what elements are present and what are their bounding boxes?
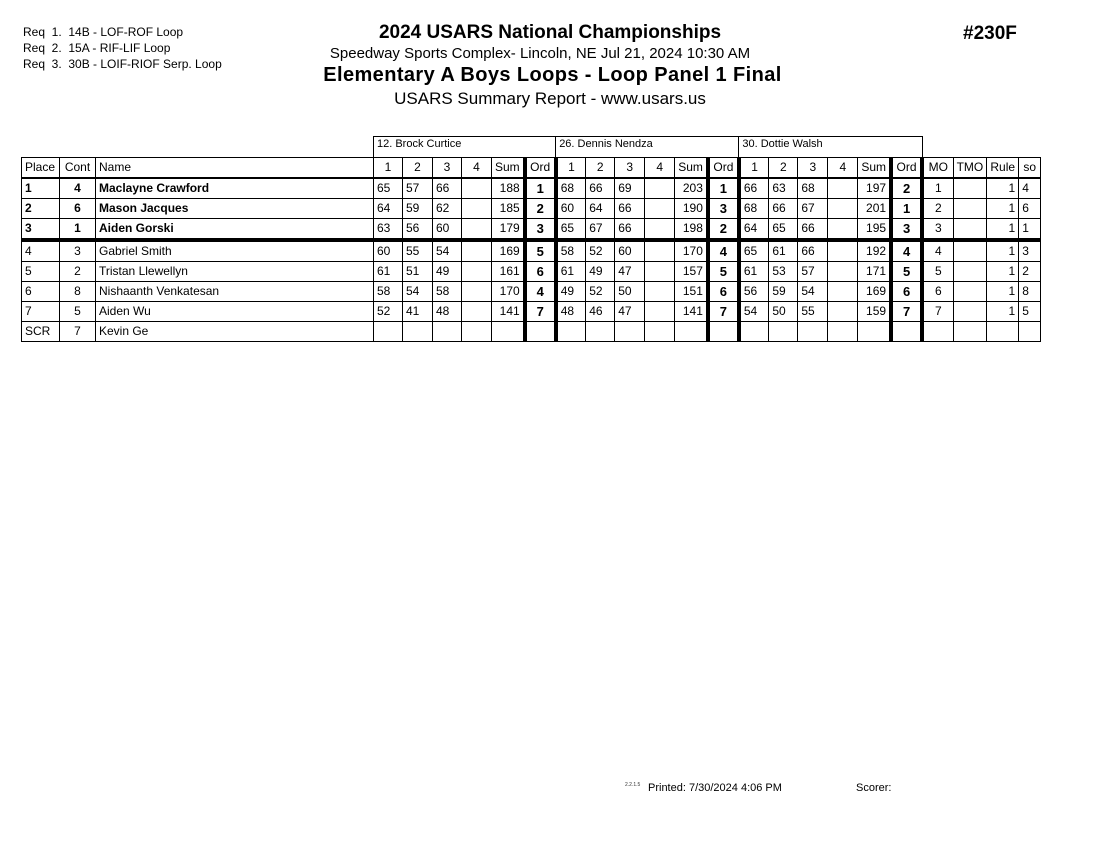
judge-1-score-1: 65: [374, 178, 403, 199]
col-name: Name: [96, 158, 374, 179]
judge-3-score-3: 67: [798, 199, 828, 219]
place-cell: 5: [22, 262, 60, 282]
judge-1-score-4: [462, 240, 492, 262]
table-row: [22, 240, 1041, 262]
judge-2-score-1: 68: [556, 178, 586, 199]
judge-1-ordinal: [525, 322, 556, 342]
col-j2-sum: Sum: [675, 158, 708, 179]
judge-2-ordinal: 3: [708, 199, 739, 219]
rule-cell: 1: [987, 240, 1019, 262]
judge-3-score-1: 66: [739, 178, 769, 199]
judge-1-score-2: 41: [403, 302, 433, 322]
col-j1-sum: Sum: [492, 158, 525, 179]
judge-1-score-2: 54: [403, 282, 433, 302]
judge-2-score-1: 58: [556, 240, 586, 262]
judge-3-score-1: 68: [739, 199, 769, 219]
rule-cell: 1: [987, 282, 1019, 302]
judge-2-score-4: [645, 262, 675, 282]
so-cell: 2: [1019, 262, 1041, 282]
judge-2-sum: 170: [675, 240, 708, 262]
judge-3-score-2: 59: [769, 282, 798, 302]
rule-cell: [987, 322, 1019, 342]
judge-1-ordinal: 7: [525, 302, 556, 322]
judge-1-score-2: 56: [403, 219, 433, 241]
judge-2-score-2: 49: [586, 262, 615, 282]
judge-2-score-4: [645, 302, 675, 322]
judge-1-score-3: 54: [433, 240, 462, 262]
judge-2-score-1: 49: [556, 282, 586, 302]
table-row: [22, 282, 1041, 302]
judge-3-score-2: 63: [769, 178, 798, 199]
judge-3-score-1: [739, 322, 769, 342]
col-j3-score3: 3: [798, 158, 828, 179]
judge-1-ordinal: 1: [525, 178, 556, 199]
judge-2-score-2: 67: [586, 219, 615, 241]
judge-2-sum: [675, 322, 708, 342]
judge-3-ordinal: 3: [891, 219, 922, 241]
judge-3-sum: 171: [858, 262, 891, 282]
judge-1-score-3: [433, 322, 462, 342]
col-place: Place: [22, 158, 60, 179]
mo-cell: 5: [922, 262, 953, 282]
judge-1-ordinal: 5: [525, 240, 556, 262]
judge-1-score-4: [462, 302, 492, 322]
judge-3-score-4: [828, 322, 858, 342]
judge-2-score-2: 46: [586, 302, 615, 322]
judge-1-score-4: [462, 262, 492, 282]
col-j2-score2: 2: [586, 158, 615, 179]
judge-2-score-3: 47: [615, 262, 645, 282]
judge-1-score-3: 58: [433, 282, 462, 302]
judge-3-ordinal: 5: [891, 262, 922, 282]
col-j3-score2: 2: [769, 158, 798, 179]
judge-header-row: [22, 137, 1041, 158]
col-so: so: [1019, 158, 1041, 179]
table-row: [22, 219, 1041, 241]
judge-3-name: 30. Dottie Walsh: [739, 137, 922, 158]
event-name: Elementary A Boys Loops - Loop Panel 1 Final: [323, 64, 782, 86]
so-cell: 3: [1019, 240, 1041, 262]
event-number: #230F: [963, 23, 1017, 44]
judge-3-score-1: 64: [739, 219, 769, 241]
col-j1-score1: 1: [374, 158, 403, 179]
judge-1-score-1: 63: [374, 219, 403, 241]
judge-2-score-1: 65: [556, 219, 586, 241]
judge-1-sum: 141: [492, 302, 525, 322]
cont-cell: 1: [60, 219, 96, 241]
judge-1-score-1: 64: [374, 199, 403, 219]
judge-3-score-2: 61: [769, 240, 798, 262]
judge-2-score-3: 47: [615, 302, 645, 322]
place-cell: SCR: [22, 322, 60, 342]
tmo-cell: [953, 322, 987, 342]
judge-2-score-4: [645, 240, 675, 262]
judge-1-ordinal: 3: [525, 219, 556, 241]
so-cell: 6: [1019, 199, 1041, 219]
results-table: [21, 136, 1041, 342]
judge-1-name: 12. Brock Curtice: [374, 137, 556, 158]
col-rule: Rule: [987, 158, 1019, 179]
col-cont: Cont: [60, 158, 96, 179]
judge-3-sum: [858, 322, 891, 342]
judge-3-sum: 192: [858, 240, 891, 262]
judge-1-score-2: 59: [403, 199, 433, 219]
judge-2-ordinal: 1: [708, 178, 739, 199]
judge-3-score-2: 53: [769, 262, 798, 282]
skater-name: Tristan Llewellyn: [96, 262, 374, 282]
judge-2-score-3: 69: [615, 178, 645, 199]
judge-3-score-4: [828, 240, 858, 262]
mo-cell: 7: [922, 302, 953, 322]
place-cell: 7: [22, 302, 60, 322]
judge-1-sum: 179: [492, 219, 525, 241]
judge-3-score-3: 68: [798, 178, 828, 199]
judge-3-score-4: [828, 219, 858, 241]
judge-2-score-3: 50: [615, 282, 645, 302]
so-cell: [1019, 322, 1041, 342]
judge-1-sum: 169: [492, 240, 525, 262]
judge-2-score-2: 52: [586, 282, 615, 302]
judge-1-ordinal: 2: [525, 199, 556, 219]
judge-1-score-1: 58: [374, 282, 403, 302]
column-header-row: [22, 158, 1041, 179]
col-tmo: TMO: [953, 158, 987, 179]
judge-2-ordinal: 2: [708, 219, 739, 241]
judge-2-ordinal: 6: [708, 282, 739, 302]
judge-2-ordinal: 4: [708, 240, 739, 262]
judge-1-ordinal: 4: [525, 282, 556, 302]
judge-2-score-4: [645, 322, 675, 342]
rule-cell: 1: [987, 302, 1019, 322]
judge-3-score-4: [828, 262, 858, 282]
place-cell: 2: [22, 199, 60, 219]
place-cell: 1: [22, 178, 60, 199]
cont-cell: 3: [60, 240, 96, 262]
skater-name: Aiden Gorski: [96, 219, 374, 241]
judge-1-score-4: [462, 219, 492, 241]
mo-cell: 4: [922, 240, 953, 262]
judge-3-score-2: 66: [769, 199, 798, 219]
rule-cell: 1: [987, 219, 1019, 241]
judge-2-score-2: [586, 322, 615, 342]
judge-2-sum: 157: [675, 262, 708, 282]
judge-1-score-2: [403, 322, 433, 342]
table-row: [22, 178, 1041, 199]
scorer-label: Scorer:: [856, 782, 892, 794]
judge-1-score-4: [462, 178, 492, 199]
judge-1-score-2: 51: [403, 262, 433, 282]
judge-3-score-4: [828, 178, 858, 199]
mo-cell: 6: [922, 282, 953, 302]
judge-1-sum: 161: [492, 262, 525, 282]
col-mo: MO: [922, 158, 953, 179]
judge-2-name: 26. Dennis Nendza: [556, 137, 739, 158]
judge-2-sum: 198: [675, 219, 708, 241]
judge-2-score-3: 66: [615, 199, 645, 219]
judge-1-score-3: 48: [433, 302, 462, 322]
judge-1-score-2: 55: [403, 240, 433, 262]
judge-2-score-3: 60: [615, 240, 645, 262]
judge-1-score-1: 60: [374, 240, 403, 262]
rule-cell: 1: [987, 178, 1019, 199]
judge-3-score-3: 66: [798, 219, 828, 241]
judge-2-sum: 190: [675, 199, 708, 219]
judge-1-score-2: 57: [403, 178, 433, 199]
tmo-cell: [953, 219, 987, 241]
judge-3-sum: 159: [858, 302, 891, 322]
judge-2-score-4: [645, 219, 675, 241]
mo-cell: [922, 322, 953, 342]
judge-2-score-1: [556, 322, 586, 342]
requirement-1: Req 1. 14B - LOF-ROF Loop: [23, 25, 184, 39]
table-row: [22, 199, 1041, 219]
col-j3-score1: 1: [739, 158, 769, 179]
judge-1-score-4: [462, 282, 492, 302]
judge-1-score-4: [462, 199, 492, 219]
skater-name: Gabriel Smith: [96, 240, 374, 262]
judge-3-ordinal: 4: [891, 240, 922, 262]
judge-2-score-2: 64: [586, 199, 615, 219]
judge-2-score-1: 48: [556, 302, 586, 322]
skater-name: Nishaanth Venkatesan: [96, 282, 374, 302]
version-label: 2.2.1.5: [625, 782, 641, 788]
requirement-2: Req 2. 15A - RIF-LIF Loop: [23, 41, 171, 55]
judge-2-score-3: [615, 322, 645, 342]
judge-3-sum: 195: [858, 219, 891, 241]
judge-1-score-1: 52: [374, 302, 403, 322]
cont-cell: 5: [60, 302, 96, 322]
col-j2-score1: 1: [556, 158, 586, 179]
judge-2-ordinal: 5: [708, 262, 739, 282]
mo-cell: 1: [922, 178, 953, 199]
judge-3-score-2: [769, 322, 798, 342]
cont-cell: 8: [60, 282, 96, 302]
so-cell: 1: [1019, 219, 1041, 241]
col-j1-score2: 2: [403, 158, 433, 179]
skater-name: Maclayne Crawford: [96, 178, 374, 199]
judge-2-score-2: 66: [586, 178, 615, 199]
so-cell: 5: [1019, 302, 1041, 322]
judge-3-score-4: [828, 302, 858, 322]
judge-2-sum: 141: [675, 302, 708, 322]
judge-3-score-1: 61: [739, 262, 769, 282]
skater-name: Aiden Wu: [96, 302, 374, 322]
mo-cell: 3: [922, 219, 953, 241]
tmo-cell: [953, 262, 987, 282]
judge-1-score-3: 66: [433, 178, 462, 199]
judge-1-score-3: 62: [433, 199, 462, 219]
tmo-cell: [953, 178, 987, 199]
judge-2-score-2: 52: [586, 240, 615, 262]
judge-1-sum: 185: [492, 199, 525, 219]
col-j1-ord: Ord: [525, 158, 556, 179]
judge-3-score-3: 55: [798, 302, 828, 322]
tmo-cell: [953, 240, 987, 262]
judge-2-score-1: 60: [556, 199, 586, 219]
rule-cell: 1: [987, 199, 1019, 219]
judge-1-score-1: [374, 322, 403, 342]
requirement-3: Req 3. 30B - LOIF-RIOF Serp. Loop: [23, 57, 222, 71]
judge-2-score-4: [645, 178, 675, 199]
col-j2-score4: 4: [645, 158, 675, 179]
judge-3-score-2: 65: [769, 219, 798, 241]
venue-date-line: Speedway Sports Complex- Lincoln, NE Jul 21, 2024 10:30 AM: [329, 45, 751, 62]
cont-cell: 2: [60, 262, 96, 282]
judge-2-score-1: 61: [556, 262, 586, 282]
tmo-cell: [953, 302, 987, 322]
col-j2-ord: Ord: [708, 158, 739, 179]
col-j3-sum: Sum: [858, 158, 891, 179]
judge-2-score-4: [645, 282, 675, 302]
so-cell: 8: [1019, 282, 1041, 302]
judge-3-sum: 169: [858, 282, 891, 302]
cont-cell: 4: [60, 178, 96, 199]
place-cell: 6: [22, 282, 60, 302]
results-body: [22, 178, 1041, 342]
judge-2-score-4: [645, 199, 675, 219]
competition-title: 2024 USARS National Championships: [378, 22, 722, 43]
judge-2-score-3: 66: [615, 219, 645, 241]
judge-3-score-4: [828, 282, 858, 302]
col-j2-score3: 3: [615, 158, 645, 179]
skater-name: Mason Jacques: [96, 199, 374, 219]
judge-3-score-1: 54: [739, 302, 769, 322]
tmo-cell: [953, 199, 987, 219]
judge-2-ordinal: [708, 322, 739, 342]
judge-3-score-3: [798, 322, 828, 342]
judge-3-ordinal: 6: [891, 282, 922, 302]
judge-3-ordinal: 7: [891, 302, 922, 322]
cont-cell: 6: [60, 199, 96, 219]
place-cell: 4: [22, 240, 60, 262]
judge-3-score-2: 50: [769, 302, 798, 322]
rule-cell: 1: [987, 262, 1019, 282]
judge-1-ordinal: 6: [525, 262, 556, 282]
table-row: [22, 322, 1041, 342]
judge-3-score-4: [828, 199, 858, 219]
judge-3-ordinal: [891, 322, 922, 342]
col-j1-score4: 4: [462, 158, 492, 179]
judge-3-score-1: 65: [739, 240, 769, 262]
mo-cell: 2: [922, 199, 953, 219]
judge-3-sum: 201: [858, 199, 891, 219]
col-j1-score3: 3: [433, 158, 462, 179]
judge-3-score-1: 56: [739, 282, 769, 302]
judge-2-sum: 151: [675, 282, 708, 302]
tmo-cell: [953, 282, 987, 302]
skater-name: Kevin Ge: [96, 322, 374, 342]
judge-3-score-3: 66: [798, 240, 828, 262]
judge-1-sum: 188: [492, 178, 525, 199]
judge-1-score-3: 49: [433, 262, 462, 282]
place-cell: 3: [22, 219, 60, 241]
judge-3-sum: 197: [858, 178, 891, 199]
table-row: [22, 302, 1041, 322]
so-cell: 4: [1019, 178, 1041, 199]
col-j3-ord: Ord: [891, 158, 922, 179]
judge-2-ordinal: 7: [708, 302, 739, 322]
judge-3-ordinal: 2: [891, 178, 922, 199]
judge-3-score-3: 54: [798, 282, 828, 302]
cont-cell: 7: [60, 322, 96, 342]
judge-1-score-1: 61: [374, 262, 403, 282]
judge-1-sum: 170: [492, 282, 525, 302]
judge-3-score-3: 57: [798, 262, 828, 282]
judge-1-score-3: 60: [433, 219, 462, 241]
judge-1-score-4: [462, 322, 492, 342]
col-j3-score4: 4: [828, 158, 858, 179]
judge-1-sum: [492, 322, 525, 342]
report-line: USARS Summary Report - www.usars.us: [394, 89, 706, 108]
printed-timestamp: Printed: 7/30/2024 4:06 PM: [648, 782, 782, 794]
table-row: [22, 262, 1041, 282]
judge-2-sum: 203: [675, 178, 708, 199]
judge-3-ordinal: 1: [891, 199, 922, 219]
